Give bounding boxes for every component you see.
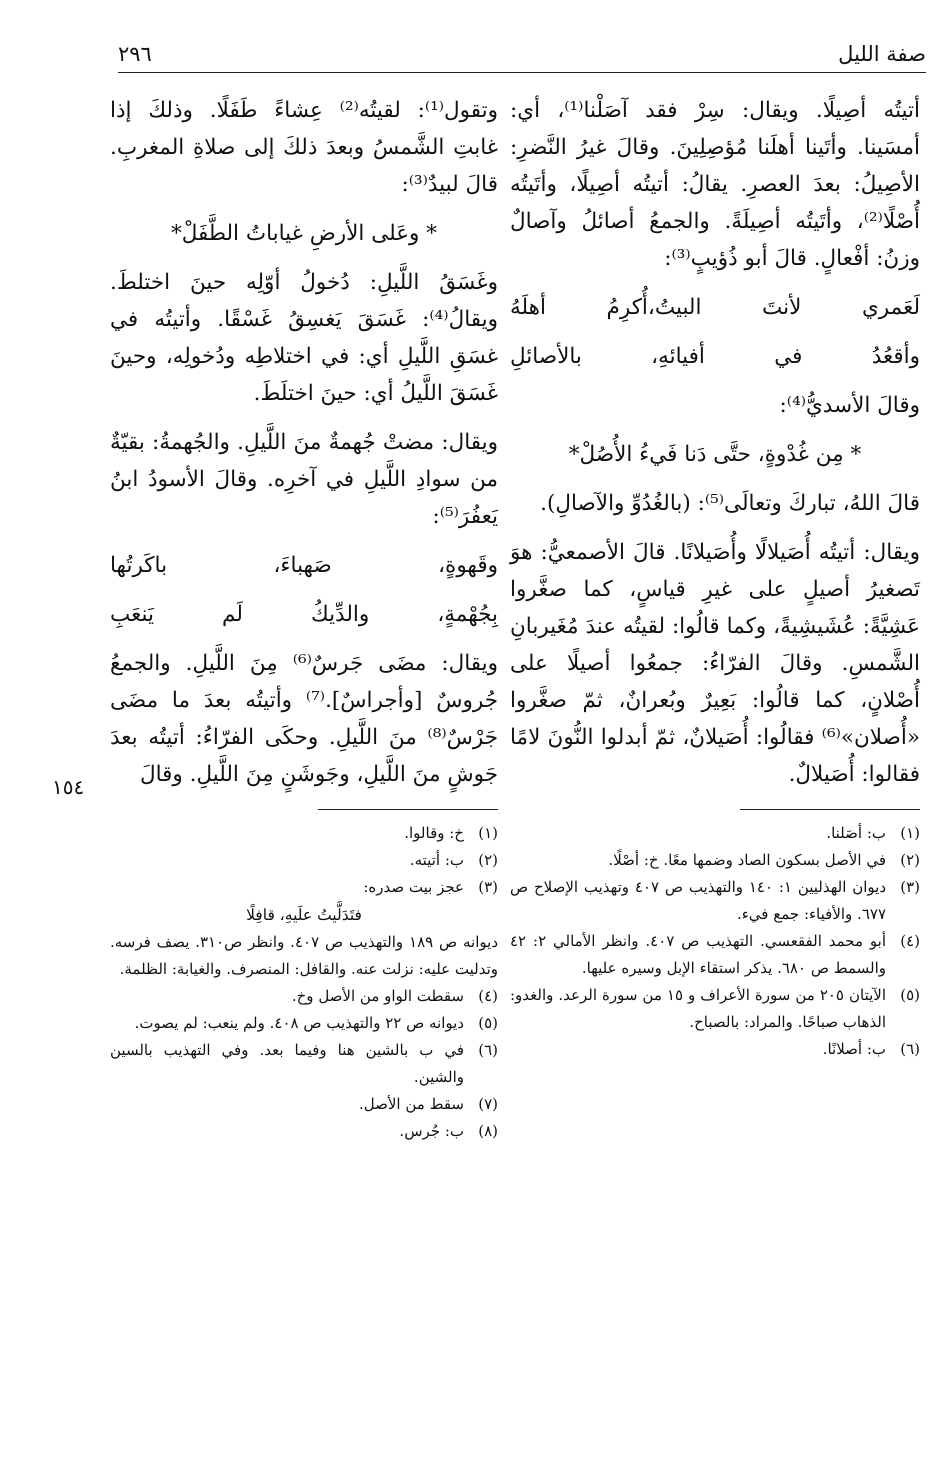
footnote: (٧) سقط من الأصل. bbox=[359, 1095, 498, 1113]
footnote: (٥) ديوانه ص ٢٢ والتهذيب ص ٤٠٨. ولم ينعب: لم يصوت. bbox=[134, 1014, 498, 1032]
paragraph: أتيتُه أصِيلًا. ويقال: سِرْ فقد آصَلْنا⁽¹⁾، أي: أمسَينا. وأتَينا أهلَنا مُؤصِلِينَ. وقالَ غيرُ النَّضرِ: الأصِيلُ: بعدَ العصرِ. يقالُ: أتيتُه أصِيلًا، وأتَيتُه أُصْلًا⁽²⁾، وأتَيتُه أصِيلَةً. والجمعُ أصائلُ وآصالٌ وزنُ: أفْعالٍ. قالَ أبو ذُؤيبٍ⁽³⁾: bbox=[510, 98, 920, 271]
footnotes bbox=[510, 820, 920, 1063]
footnote-continuation: ديوانه ص ١٨٩ والتهذيب ص ٤٠٧. وانظر ص٣١٠. يصف فرسه. وتدليت عليه: نزلت عنه. والقافل: المنصرف. والغيابة: الظلمة. bbox=[110, 933, 499, 978]
manuscript-folio-number: ١٥٤ bbox=[52, 775, 85, 799]
footnote: (١) خ: وقالوا. bbox=[404, 824, 498, 842]
footnotes bbox=[110, 820, 498, 1145]
footnote: (٢) ب: أتيته. bbox=[409, 851, 498, 869]
paragraph: ويقال: أتيتُه أُصَيلالًا وأُصَيلانًا. قالَ الأصمعيُّ: هوَ تَصغيرُ أصيلٍ على غيرِ قياسٍ، كما صغَّروا عَشِيَّةً: عُشَيشِيةً، وكما قالُوا: لقيتُه عندَ مُغَيربانِ الشَّمسِ. وقالَ الفرّاءُ: جمعُوا أصيلًا على أُصْلانٍ، كما قالُوا: بَعِيرٌ وبُعرانٌ، ثمّ صغَّروا «أُصلان»⁽⁶⁾ فقالُوا: أُصَيلانٌ، ثمّ أبدلوا النُّونَ لامًا فقالوا: أُصَيلالٌ. bbox=[510, 540, 920, 787]
footnote: (٣) ديوان الهذليين ١: ١٤٠ والتهذيب ص ٤٠٧ وتهذيب الإصلاح ص ٦٧٧. والأفياء: جمع فيء. bbox=[510, 878, 920, 923]
paragraph: وقالَ الأسديُّ⁽⁴⁾: bbox=[779, 393, 920, 418]
running-title: صفة الليل bbox=[838, 42, 926, 66]
paragraph: وتقول⁽¹⁾: لقيتُه⁽²⁾ عِشاءً طَفَلًا. وذلكَ إذا غابتِ الشَّمسُ وبعدَ ذلكَ إلى صلاةِ المغربِ. قالَ لبيدٌ⁽³⁾: bbox=[110, 98, 498, 197]
verse-line: * وعَلى الأرضِ غياباتُ الطَّفَلْ* bbox=[170, 221, 438, 246]
verse-line: * مِن غُدْوةٍ، حتَّى دَنا فَيءُ الأُصُلْ* bbox=[568, 442, 862, 467]
footnote-divider bbox=[740, 809, 920, 810]
footnote-divider bbox=[318, 809, 498, 810]
right-column bbox=[510, 92, 920, 1063]
footnote: (٣) عجز بيت صدره: bbox=[363, 878, 498, 896]
paragraph: ويقال: مضَى جَرسٌ⁽⁶⁾ مِنَ اللَّيلِ. والجمعُ جُروسٌ [وأجراسٌ].⁽⁷⁾ وأتيتُه بعدَ ما مضَى جَرْسٌ⁽⁸⁾ منَ اللَّيلِ. وحكَى الفرّاءُ: أتيتُه بعدَ جَوشٍ منَ اللَّيلِ، وجَوشَنٍ مِنَ اللَّيلِ. وقالَ bbox=[110, 651, 499, 787]
verse-line: وأقعُدُ في أفيائهِ، بالأصائلِ bbox=[510, 344, 920, 369]
footnote: (٤) أبو محمد الفقعسي. التهذيب ص ٤٠٧. وانظر الأمالي ٢: ٤٢ والسمط ص ٦٨٠. يذكر استقاء الإبل وسيره عليها. bbox=[510, 932, 920, 977]
footnote: (٢) في الأصل بسكون الصاد وضمها معًا. خ: أصْلًا. bbox=[608, 851, 920, 869]
footnote: (٦) ب: أصلانًا. bbox=[822, 1040, 920, 1058]
verse-line: بِجُهْمةٍ، والدِّيكُ لَم يَنعَبِ bbox=[110, 602, 498, 627]
footnote: (٨) ب: جُرس. bbox=[399, 1122, 498, 1140]
paragraph: وغَسَقُ اللَّيلِ: دُخولُ أوّلِه حينَ اختلطَ. ويقالُ⁽⁴⁾: غَسَقَ يَغسِقُ غَسْقًا. وأتيتُه في غسَقِ اللَّيلِ أي: في اختلاطِه ودُخولِه، وحينَ غَسَقَ اللَّيلُ أي: حينَ اختلَطَ. bbox=[110, 270, 498, 406]
footnote: (١) ب: أصَلنا. bbox=[826, 824, 920, 842]
paragraph: ويقال: مضتْ جُهمةٌ منَ اللَّيلِ. والجُهمةُ: بقيّةٌ من سوادِ اللَّيلِ في آخرِه. وقالَ الأسودُ ابنُ يَعفُرَ⁽⁵⁾: bbox=[110, 430, 498, 529]
footnote: (٤) سقطت الواو من الأصل وخ. bbox=[291, 987, 498, 1005]
footnote: (٦) في ب بالشين هنا وفيما بعد. وفي التهذيب بالسين والشين. bbox=[110, 1041, 498, 1086]
page-header bbox=[118, 38, 926, 73]
footnote-verse: فتَدَلَّيتُ علَيهِ، قافِلًا bbox=[246, 906, 362, 924]
paragraph: قالَ اللهُ، تباركَ وتعالَى⁽⁵⁾: (بالغُدُوِّ والآصالِ). bbox=[540, 491, 920, 516]
verse-line: وقَهوةٍ، صَهباءَ، باكَرتُها bbox=[110, 553, 498, 578]
page-number: ٢٩٦ bbox=[118, 42, 152, 66]
verse-line: لَعَمري لأنتَ البيتُ،أُكرِمُ أهلَهُ bbox=[510, 295, 920, 320]
left-column bbox=[110, 92, 498, 1145]
footnote: (٥) الآيتان ٢٠٥ من سورة الأعراف و ١٥ من سورة الرعد. والغدو: الذهاب صباحًا. والمراد: بالصباح. bbox=[510, 986, 920, 1031]
